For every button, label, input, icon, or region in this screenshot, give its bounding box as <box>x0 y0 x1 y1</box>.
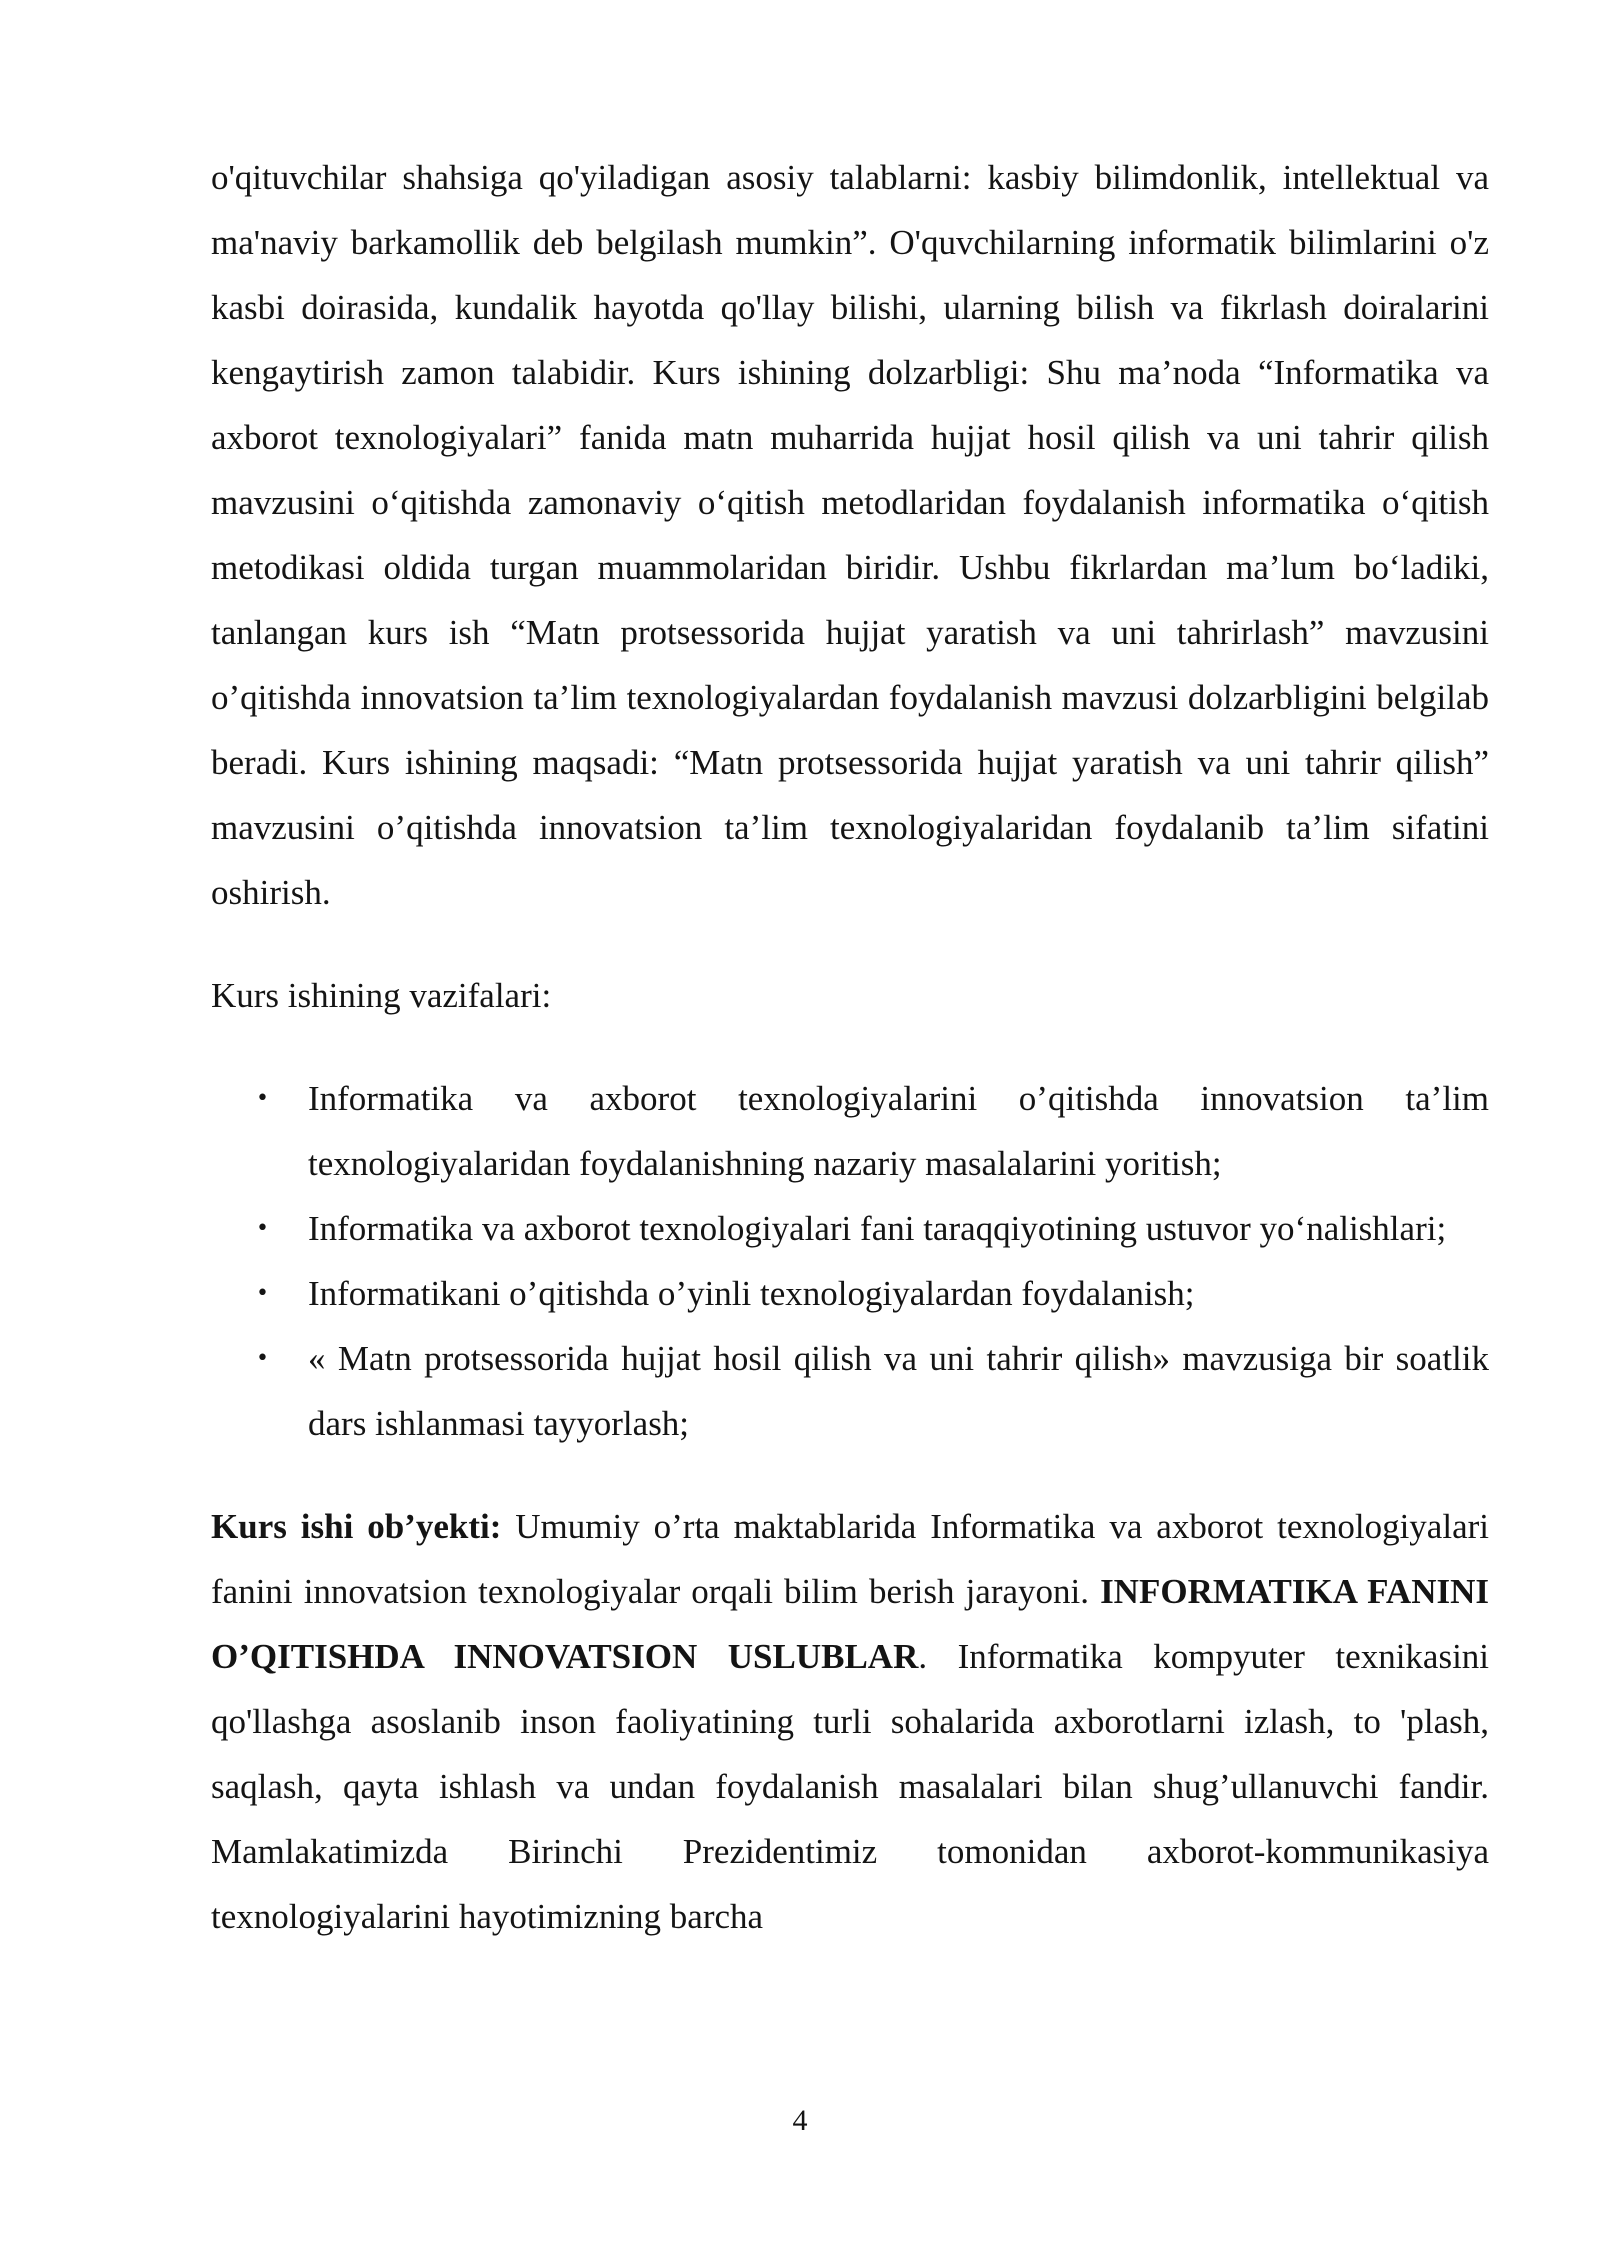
bullet-icon: • <box>256 1281 269 1306</box>
object-paragraph <box>211 1494 1489 1949</box>
bullet-icon: • <box>256 1346 269 1371</box>
list-item <box>211 1326 1489 1456</box>
page-body <box>211 145 1489 1949</box>
list-item <box>211 1066 1489 1196</box>
bullet-icon: • <box>256 1086 269 1111</box>
bullet-icon: • <box>256 1216 269 1241</box>
page-number: 4 <box>792 2104 808 2137</box>
object-text: Umumiy o’rta maktablarida Informatika va axborot texnologiyalari fanini innovatsion texnologiyalar orqali bilim berish jarayoni. <box>211 1507 1489 1611</box>
list-item-text: Informatika va axborot texnologiyalari fani taraqqiyotining ustuvor yo‘nalishlari; <box>308 1209 1447 1248</box>
list-item-text: Informatika va axborot texnologiyalarini o’qitishda innovatsion ta’lim texnologiyalaridan foydalanishning nazariy masalalarini yoritish; <box>308 1079 1489 1183</box>
paragraph-spacing <box>211 1028 1489 1066</box>
intro-paragraph: o'qituvchilar shahsiga qo'yiladigan asosiy talablarni: kasbiy bilimdonlik, intellektual va ma'naviy barkamollik deb belgilash mumkin”. O'quvchilarning informatik bilimlarini o'z kasbi doirasida, kundalik hayotda qo'llay bilishi, ularning bilish va fikrlash doiralarini kengaytirish zamon talabidir. Kurs ishining dolzarbligi: Shu ma’noda “Informatika va axborot texnologiyalari” fanida matn muharrida hujjat hosil qilish va uni tahrir qilish mavzusini o‘qitishda zamonaviy o‘qitish metodlaridan foydalanish informatika o‘qitish metodikasi oldida turgan muammolaridan biridir. Ushbu fikrlardan ma’lum bo‘ladiki, tanlangan kurs ish “Matn protsessorida hujjat yaratish va uni tahrirlash” mavzusini o’qitishda innovatsion ta’lim texnologiyalardan foydalanish mavzusi dolzarbligini belgilab beradi. Kurs ishining maqsadi: “Matn protsessorida hujjat yaratish va uni tahrir qilish” mavzusini o’qitishda innovatsion ta’lim texnologiyalaridan foydalanib ta’lim sifatini oshirish. <box>211 158 1489 912</box>
informatics-paragraph: Informatika kompyuter texnikasini qo'llashga asoslanib inson faoliyatining turli sohalarida axborotlarni izlash, to 'plash, saqlash, qayta ishlash va undan foydalanish masalalari bilan shug’ullanuvchi fandir. Mamlakatimizda Birinchi Prezidentimiz tomonidan axborot-kommunikasiya texnologiyalarini hayotimizning barcha <box>211 1637 1490 1936</box>
list-item-text: Informatikani o’qitishda o’yinli texnologiyalardan foydalanish; <box>308 1274 1195 1313</box>
list-item <box>211 1261 1489 1326</box>
object-label: Kurs ishi ob’yekti: <box>211 1507 502 1546</box>
paragraph-spacing <box>211 1456 1489 1494</box>
section-title-end: . <box>918 1637 958 1676</box>
tasks-heading: Kurs ishining vazifalari: <box>211 976 552 1015</box>
list-item-text: « Matn protsessorida hujjat hosil qilish va uni tahrir qilish» mavzusiga bir soatlik dars ishlanmasi tayyorlash; <box>308 1339 1489 1443</box>
list-item <box>211 1196 1489 1261</box>
section-title: INFORMATIKA FANINI O’QITISHDA INNOVATSION USLUBLAR <box>211 1572 1489 1676</box>
tasks-list <box>211 1066 1489 1456</box>
paragraph-spacing <box>211 925 1489 963</box>
